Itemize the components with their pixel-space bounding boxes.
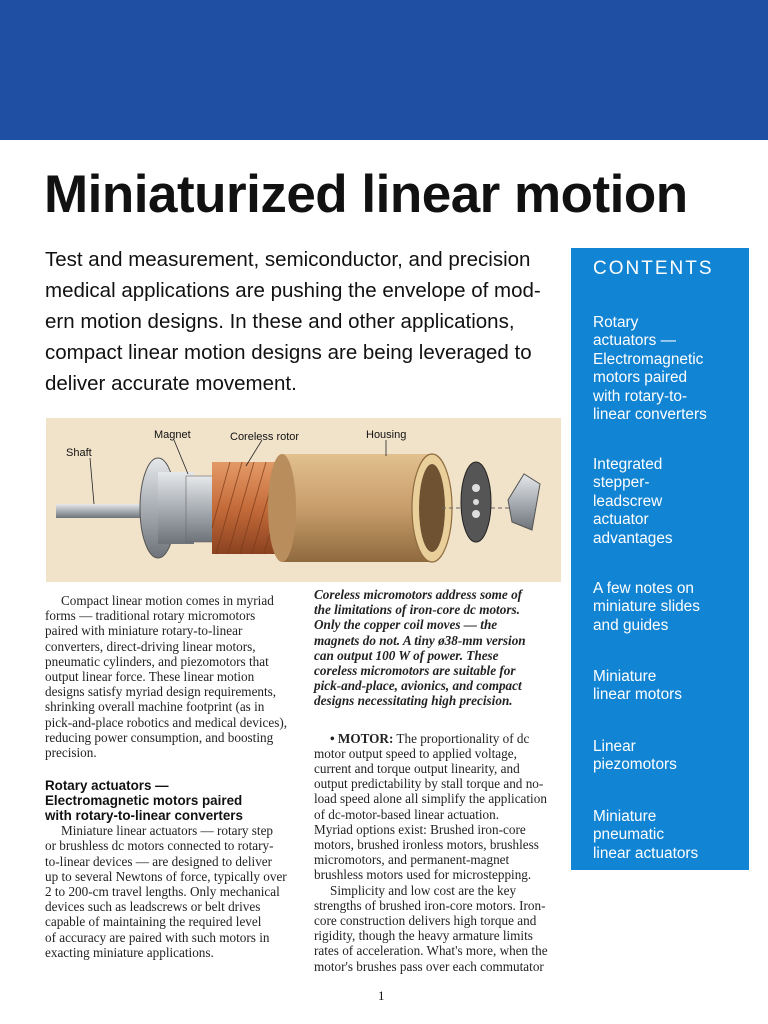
page-number: 1 [378,988,385,1003]
housing-shape [282,454,432,562]
intro-line: Test and measurement, semiconductor, and precision [45,248,531,271]
header-band [0,0,768,140]
toc-line: piezomotors [593,756,677,774]
contents-heading: CONTENTS [593,258,714,279]
caption-line: Coreless micromotors address some of [314,587,523,602]
text-line: load speed alone all simplify the application [314,791,547,807]
toc-line: Miniature [593,808,657,825]
text-line: reducing power consumption, and boosting [45,729,274,745]
text-line: exacting miniature applications. [45,944,214,960]
toc-item-linear-motors[interactable] [593,668,743,705]
toc-line: pneumatic [593,826,665,844]
label-housing: Housing [366,429,407,441]
motor-lead: • MOTOR: [330,730,394,746]
toc-line: with rotary-to- [593,387,688,405]
text-line: motor output speed to applied voltage, [314,745,517,761]
text-line: or brushless dc motors connected to rotary- [45,838,274,854]
intro-line: deliver accurate movement. [45,372,297,395]
heading-line: with rotary-to-linear converters [45,808,243,824]
text-line: current and torque output linearity, and [314,761,520,777]
body-column-right [314,587,554,974]
text-line: paired with miniature rotary-to-linear [45,623,243,639]
toc-line: miniature slides [593,598,700,616]
caption-line: can output 100 W of power. These [314,647,499,663]
text-line: to-linear devices — are designed to deliver [45,853,273,869]
text-line: motors, brushed ironless motors, brushless [314,837,539,853]
intro-text [45,244,565,399]
text-line: Compact linear motion comes in myriad [61,593,274,608]
motor-first-line: The proportionality of dc [393,730,530,746]
toc-item-linear-piezomotors[interactable] [593,738,743,775]
toc-line: actuators — [593,332,676,350]
motor-illustration [46,418,561,582]
text-line: strengths of brushed iron-core motors. Iron- [314,897,546,913]
text-line: forms — traditional rotary micromotors [45,608,256,624]
text-line: precision. [45,745,97,761]
label-magnet: Magnet [154,429,191,441]
label-coreless-rotor: Coreless rotor [230,431,300,443]
text-line: devices such as leadscrews or belt drives [45,899,261,915]
text-line: designs satisfy myriad design requirements, [45,684,277,700]
toc-item-integrated-stepper[interactable] [593,456,743,548]
text-line: brushless motors used for microstepping. [314,867,532,883]
text-line: converters, direct-driving linear motors, [45,638,256,654]
caption-line: designs necessitating high precision. [314,693,513,709]
intro-line: medical applications are pushing the envelope of mod- [45,279,541,302]
text-line: pick-and-place robotics and medical devices), [45,714,288,730]
text-line: of accuracy are paired with such motors in [45,929,270,945]
caption-line: pick-and-place, avionics, and compact [314,678,522,694]
end-plug-shape [508,474,540,530]
text-line: rates of acceleration. What's more, when the [314,943,548,959]
toc-line: motors paired [593,369,688,387]
toc-line: Integrated [593,456,663,473]
text-line: of dc-motor-based linear actuation. [314,806,500,822]
contents-sidebar [571,248,749,870]
text-line [314,731,554,746]
toc-line: leadscrew [593,492,663,510]
text-line: output linear force. These linear motion [45,669,255,685]
body-column-left [45,593,295,960]
caption-line: the limitations of iron-core dc motors. [314,602,520,618]
label-shaft: Shaft [66,447,92,459]
text-line: output predictability by stall torque and no- [314,776,544,792]
page-title: Miniaturized linear motion [44,165,688,224]
text-line: up to several Newtons of force, typically over [45,868,287,884]
toc-line: A few notes on [593,580,694,597]
text-line: rigidity, though the heavy armature limits [314,928,533,944]
text-line: Simplicity and low cost are the key [330,882,517,898]
text-line: pneumatic cylinders, and piezomotors that [45,653,269,669]
toc-item-pneumatic-actuators[interactable] [593,808,743,863]
figure-caption [314,587,554,709]
toc-line: actuator [593,511,649,529]
magnet-shape [186,476,216,542]
text-line: motor's brushes pass over each commutator [314,958,544,974]
intro-line: ern motion designs. In these and other applications, [45,310,515,333]
heading-line: Rotary actuators — [45,778,169,794]
text-line: capable of maintaining the required level [45,914,262,930]
text-line: 2 to 200-cm travel lengths. Only mechanical [45,884,280,900]
toc-line: advantages [593,529,673,547]
heading-line: Electromagnetic motors paired [45,793,243,809]
toc-line: stepper- [593,474,650,492]
caption-line: coreless micromotors are suitable for [314,663,516,679]
toc-line: Rotary [593,314,639,331]
section-heading [45,778,295,823]
caption-line: Only the copper coil moves — the [314,617,498,633]
text-line: Myriad options exist: Brushed iron-core [314,821,526,837]
text-line: core construction delivers high torque and [314,913,537,929]
toc-line: linear actuators [593,844,699,862]
text-line: Miniature linear actuators — rotary step [61,823,274,839]
motor-diagram [46,418,561,582]
toc-line: linear converters [593,406,707,424]
toc-line: Electromagnetic [593,350,704,368]
toc-line: linear motors [593,686,682,704]
toc-line: and guides [593,616,669,634]
toc-item-miniature-slides[interactable] [593,580,743,635]
toc-line: Miniature [593,668,657,685]
text-line: micromotors, and permanent-magnet [314,852,510,868]
toc-line: Linear [593,738,636,755]
toc-item-rotary-actuators[interactable] [593,314,743,424]
intro-line: compact linear motion designs are being leveraged to [45,341,532,364]
caption-line: magnets do not. A tiny ø38-mm version [314,632,526,648]
text-line: shrinking overall machine footprint (as in [45,699,265,715]
